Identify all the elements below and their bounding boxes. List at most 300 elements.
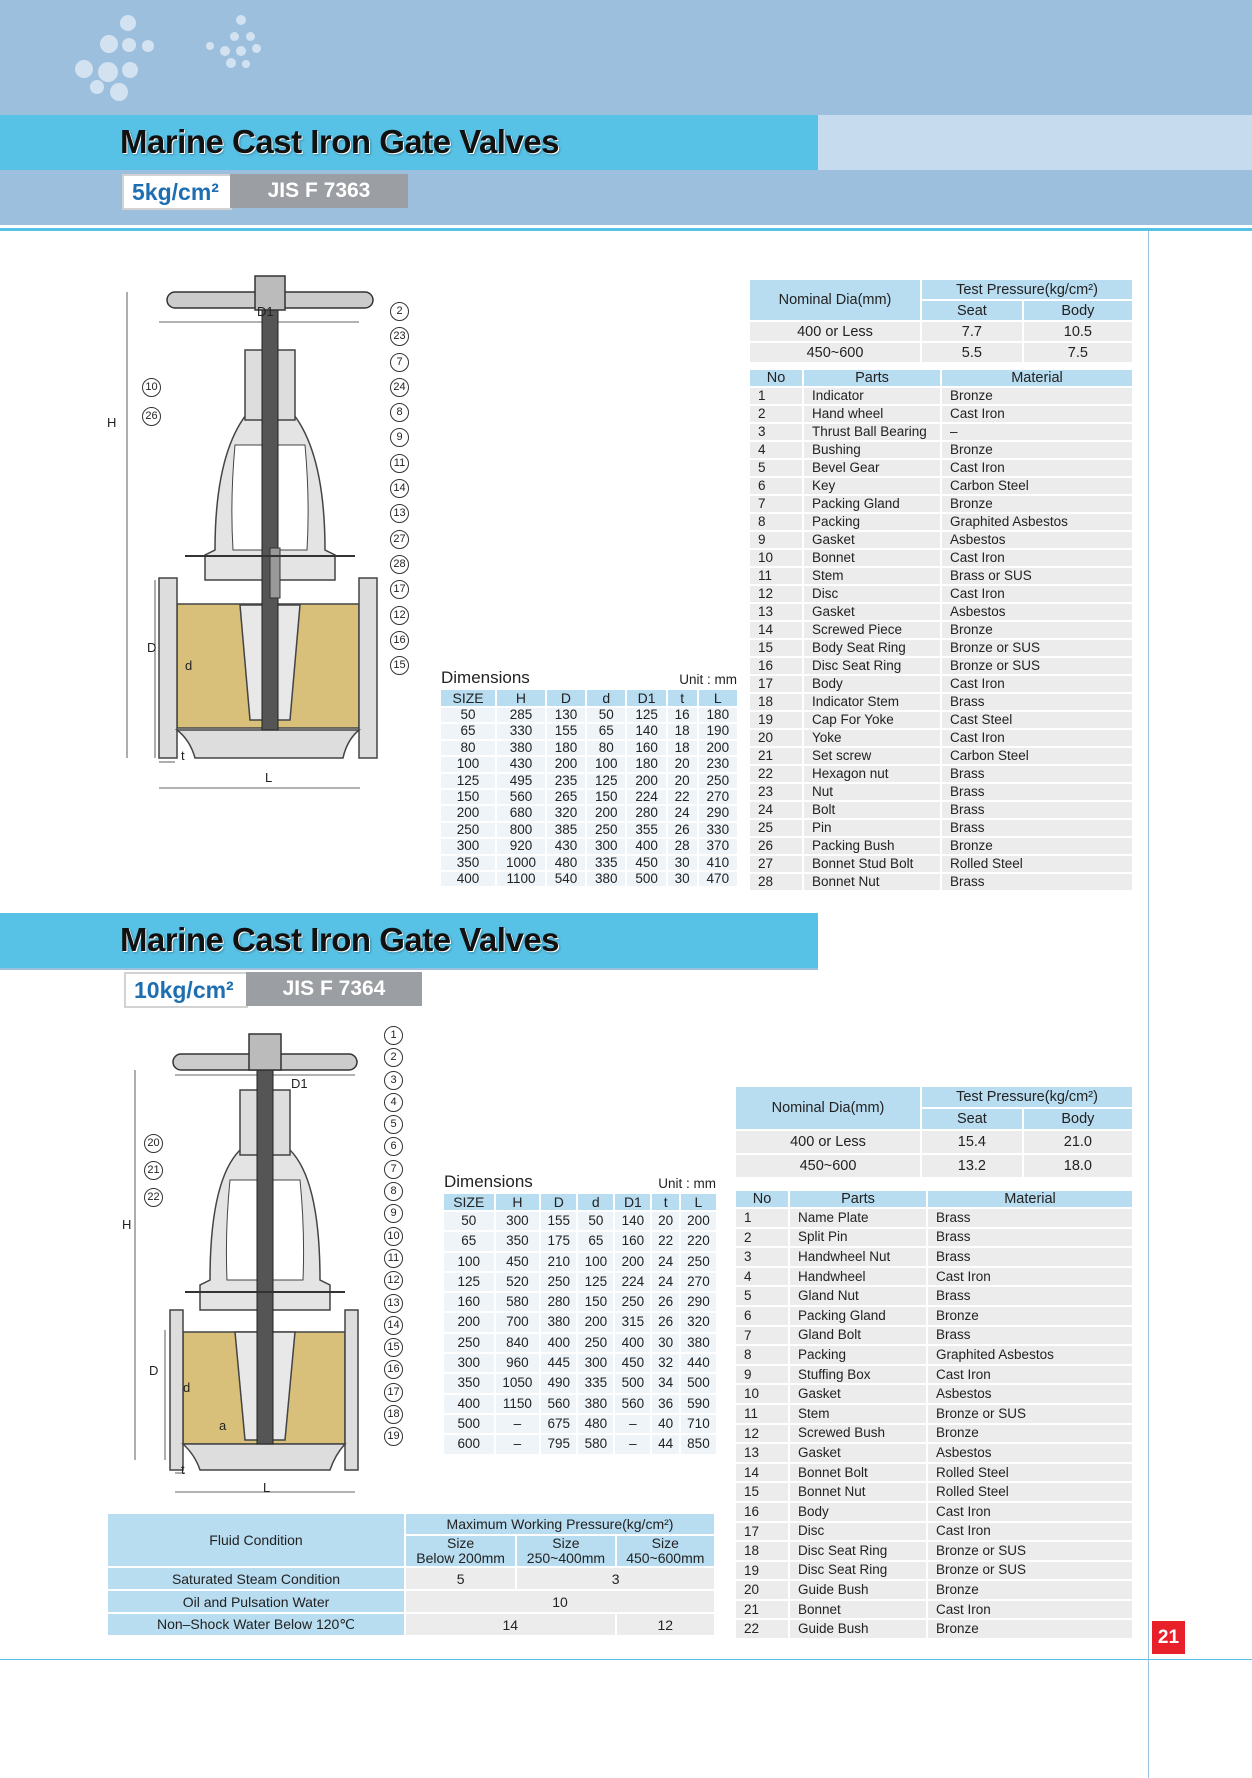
col-body: Body bbox=[1024, 1109, 1132, 1129]
dim-cell: 265 bbox=[547, 790, 585, 804]
dim-cell: 300 bbox=[578, 1354, 613, 1372]
dim-cell: 385 bbox=[547, 823, 585, 837]
dim-cell: 125 bbox=[627, 708, 665, 722]
table-row bbox=[736, 1503, 1132, 1521]
col-mwp: Maximum Working Pressure(kg/cm²) bbox=[406, 1514, 714, 1534]
cell-part: Bushing bbox=[804, 442, 940, 458]
dim-cell: 250 bbox=[578, 1334, 613, 1352]
cell-no: 13 bbox=[750, 604, 802, 620]
cell-seat: 15.4 bbox=[922, 1131, 1022, 1153]
cell-part: Set screw bbox=[804, 748, 940, 764]
dim-cell: 1150 bbox=[496, 1395, 540, 1413]
cell-material: Bronze bbox=[942, 496, 1132, 512]
dim-cell: 400 bbox=[627, 839, 665, 853]
section2-standard-badge: JIS F 7364 bbox=[246, 972, 422, 1006]
cell-no: 19 bbox=[750, 712, 802, 728]
callout-marker: 7 bbox=[390, 353, 409, 372]
table-row bbox=[750, 658, 1132, 674]
dim-cell: 30 bbox=[668, 856, 697, 870]
cell-no: 24 bbox=[750, 802, 802, 818]
dim-cell: 280 bbox=[627, 806, 665, 820]
cell-material: Bronze bbox=[928, 1620, 1132, 1638]
cell-no: 27 bbox=[750, 856, 802, 872]
cell-dia: 450~600 bbox=[736, 1155, 920, 1177]
dim-cell: 30 bbox=[652, 1334, 678, 1352]
cell-material: Cast Iron bbox=[928, 1366, 1132, 1384]
cell-part: Indicator bbox=[804, 388, 940, 404]
dim-cell: 155 bbox=[541, 1212, 576, 1230]
dim-cell: 200 bbox=[578, 1313, 613, 1331]
cell-part: Bevel Gear bbox=[804, 460, 940, 476]
dim-cell: 250 bbox=[541, 1273, 576, 1291]
cell-part: Key bbox=[804, 478, 940, 494]
dim-cell: 800 bbox=[497, 823, 545, 837]
cell-no: 6 bbox=[750, 478, 802, 494]
dim-cell: 20 bbox=[668, 757, 697, 771]
dim-cell: 28 bbox=[668, 839, 697, 853]
section1-title-right bbox=[818, 115, 1252, 170]
table-row bbox=[750, 802, 1132, 818]
dim-cell: 380 bbox=[587, 872, 625, 886]
section1-rule bbox=[0, 228, 1252, 231]
cell-no: 4 bbox=[750, 442, 802, 458]
table-row bbox=[750, 694, 1132, 710]
label-L: L bbox=[265, 770, 273, 785]
table-row bbox=[441, 806, 737, 820]
table-row bbox=[736, 1385, 1132, 1403]
dim-cell: 125 bbox=[441, 774, 495, 788]
dim-cell: 22 bbox=[652, 1232, 678, 1250]
dim-cell: 380 bbox=[681, 1334, 716, 1352]
label-d: d bbox=[183, 1380, 191, 1395]
cell-material: – bbox=[942, 424, 1132, 440]
cell-material: Bronze or SUS bbox=[942, 658, 1132, 674]
dim-cell: 330 bbox=[497, 724, 545, 738]
dim-cell: 50 bbox=[441, 708, 495, 722]
dim-cell: 224 bbox=[615, 1273, 650, 1291]
label-D1: D1 bbox=[257, 304, 274, 319]
table-row bbox=[750, 640, 1132, 656]
dim-header: SIZE bbox=[441, 690, 495, 706]
cell-material: Graphited Asbestos bbox=[928, 1346, 1132, 1364]
cell-part: Bonnet bbox=[790, 1601, 926, 1619]
dim-cell: 445 bbox=[541, 1354, 576, 1372]
section1-parts bbox=[748, 368, 1134, 892]
callout-marker: 2 bbox=[390, 302, 409, 321]
cell-part: Disc Seat Ring bbox=[790, 1542, 926, 1560]
cell-material: Cast Iron bbox=[928, 1268, 1132, 1286]
col-test: Test Pressure(kg/cm²) bbox=[922, 280, 1132, 299]
dim-cell: 26 bbox=[652, 1293, 678, 1311]
dim-cell: 180 bbox=[627, 757, 665, 771]
label-L: L bbox=[263, 1480, 271, 1495]
cell-part: Screwed Piece bbox=[804, 622, 940, 638]
dim-cell: 1100 bbox=[497, 872, 545, 886]
callout-marker: 28 bbox=[390, 555, 409, 574]
dim-cell: 24 bbox=[652, 1253, 678, 1271]
dim-header: H bbox=[496, 1194, 540, 1210]
dim-cell: – bbox=[496, 1435, 540, 1453]
dim-cell: 400 bbox=[615, 1334, 650, 1352]
dim-cell: 210 bbox=[541, 1253, 576, 1271]
callout-marker: 27 bbox=[390, 530, 409, 549]
dim-cell: 65 bbox=[441, 724, 495, 738]
cell-material: Brass bbox=[942, 766, 1132, 782]
table-row bbox=[750, 820, 1132, 836]
right-margin-rule bbox=[1148, 231, 1149, 1778]
table-row bbox=[750, 604, 1132, 620]
dim-cell: 300 bbox=[587, 839, 625, 853]
dim-cell: 175 bbox=[541, 1232, 576, 1250]
dim-cell: 500 bbox=[444, 1415, 494, 1433]
cell-condition: Saturated Steam Condition bbox=[108, 1568, 404, 1589]
cell-no: 17 bbox=[750, 676, 802, 692]
dim-cell: 500 bbox=[615, 1374, 650, 1392]
cell-no: 18 bbox=[736, 1542, 788, 1560]
cell-no: 3 bbox=[750, 424, 802, 440]
dimensions-title: Dimensions bbox=[441, 668, 530, 687]
dim-cell: 480 bbox=[578, 1415, 613, 1433]
cell-material: Bronze or SUS bbox=[928, 1405, 1132, 1423]
table-row bbox=[736, 1425, 1132, 1443]
col-parts: Parts bbox=[790, 1191, 926, 1207]
dim-cell: 430 bbox=[497, 757, 545, 771]
dim-cell: 520 bbox=[496, 1273, 540, 1291]
dim-cell: 100 bbox=[587, 757, 625, 771]
dim-cell: 130 bbox=[547, 708, 585, 722]
cell-no: 2 bbox=[736, 1229, 788, 1247]
callout-marker: 14 bbox=[384, 1316, 403, 1335]
section2-title-underline bbox=[0, 968, 818, 970]
dim-cell: 590 bbox=[681, 1395, 716, 1413]
dim-header: L bbox=[699, 690, 737, 706]
table-row bbox=[444, 1212, 716, 1230]
cell-part: Disc bbox=[790, 1523, 926, 1541]
dim-header: d bbox=[587, 690, 625, 706]
table-row bbox=[750, 514, 1132, 530]
cell-material: Rolled Steel bbox=[928, 1464, 1132, 1482]
dim-cell: 16 bbox=[668, 708, 697, 722]
cell-body: 18.0 bbox=[1024, 1155, 1132, 1177]
cell-part: Indicator Stem bbox=[804, 694, 940, 710]
cell-part: Bonnet Nut bbox=[804, 874, 940, 890]
dim-cell: 370 bbox=[699, 839, 737, 853]
dim-cell: 20 bbox=[652, 1212, 678, 1230]
dim-cell: 400 bbox=[441, 872, 495, 886]
cell-part: Split Pin bbox=[790, 1229, 926, 1247]
table-row bbox=[736, 1366, 1132, 1384]
cell-no: 7 bbox=[750, 496, 802, 512]
dim-cell: 100 bbox=[441, 757, 495, 771]
dim-cell: 65 bbox=[578, 1232, 613, 1250]
cell-no: 1 bbox=[750, 388, 802, 404]
cell-no: 15 bbox=[736, 1483, 788, 1501]
cell-no: 10 bbox=[736, 1385, 788, 1403]
dim-cell: 50 bbox=[578, 1212, 613, 1230]
dim-cell: 230 bbox=[699, 757, 737, 771]
table-row bbox=[444, 1415, 716, 1433]
dim-cell: 22 bbox=[668, 790, 697, 804]
callout-marker: 13 bbox=[390, 504, 409, 523]
dim-cell: 150 bbox=[587, 790, 625, 804]
cell-no: 11 bbox=[750, 568, 802, 584]
dim-cell: 920 bbox=[497, 839, 545, 853]
dim-cell: 280 bbox=[541, 1293, 576, 1311]
table-row bbox=[750, 322, 1132, 341]
cell-part: Yoke bbox=[804, 730, 940, 746]
cell-material: Bronze bbox=[942, 388, 1132, 404]
label-D1: D1 bbox=[291, 1076, 308, 1091]
dim-cell: 30 bbox=[668, 872, 697, 886]
cell-material: Brass bbox=[928, 1229, 1132, 1247]
cell-material: Brass bbox=[942, 784, 1132, 800]
cell-part: Gasket bbox=[804, 604, 940, 620]
dim-cell: 450 bbox=[627, 856, 665, 870]
cell-material: Graphited Asbestos bbox=[942, 514, 1132, 530]
dim-cell: 470 bbox=[699, 872, 737, 886]
dim-cell: 26 bbox=[652, 1313, 678, 1331]
section2-callouts-right bbox=[384, 1026, 408, 1450]
cell-no: 26 bbox=[750, 838, 802, 854]
cell-material: Bronze bbox=[928, 1425, 1132, 1443]
callout-marker: 15 bbox=[384, 1338, 403, 1357]
table-row bbox=[750, 460, 1132, 476]
dim-cell: 300 bbox=[444, 1354, 494, 1372]
cell-body: 10.5 bbox=[1024, 322, 1132, 341]
cell-material: Cast Iron bbox=[928, 1503, 1132, 1521]
table-row bbox=[750, 784, 1132, 800]
cell-material: Cast Iron bbox=[942, 460, 1132, 476]
dim-cell: 350 bbox=[441, 856, 495, 870]
label-t: t bbox=[181, 1462, 185, 1477]
dimensions-unit: Unit : mm bbox=[679, 672, 737, 687]
cell-material: Brass bbox=[928, 1327, 1132, 1345]
cell-part: Body bbox=[804, 676, 940, 692]
dim-cell: 200 bbox=[444, 1313, 494, 1331]
cell-part: Nut bbox=[804, 784, 940, 800]
dim-cell: 500 bbox=[681, 1374, 716, 1392]
section2-valve-diagram bbox=[115, 1030, 415, 1500]
dim-header: d bbox=[578, 1194, 613, 1210]
cell-part: Body Seat Ring bbox=[804, 640, 940, 656]
callout-marker: 15 bbox=[390, 656, 409, 675]
table-row bbox=[736, 1287, 1132, 1305]
callout-marker: 10 bbox=[142, 378, 161, 397]
cell-part: Gasket bbox=[804, 532, 940, 548]
dim-cell: 1000 bbox=[497, 856, 545, 870]
table-row bbox=[444, 1374, 716, 1392]
table-row bbox=[750, 442, 1132, 458]
col-no: No bbox=[736, 1191, 788, 1207]
table-row bbox=[736, 1483, 1132, 1501]
col-body: Body bbox=[1024, 301, 1132, 320]
dim-cell: 560 bbox=[497, 790, 545, 804]
table-row bbox=[441, 774, 737, 788]
table-row bbox=[736, 1620, 1132, 1638]
dim-cell: 180 bbox=[699, 708, 737, 722]
label-t: t bbox=[181, 748, 185, 763]
dim-cell: 250 bbox=[441, 823, 495, 837]
callout-marker: 19 bbox=[384, 1427, 403, 1446]
section1-standard-badge: JIS F 7363 bbox=[230, 174, 408, 208]
dim-cell: 850 bbox=[681, 1435, 716, 1453]
cell-no: 15 bbox=[750, 640, 802, 656]
dim-cell: 125 bbox=[587, 774, 625, 788]
dim-cell: 20 bbox=[668, 774, 697, 788]
section2-parts-table bbox=[734, 1189, 1134, 1640]
cell-part: Packing Gland bbox=[790, 1307, 926, 1325]
table-row bbox=[750, 676, 1132, 692]
cell-no: 11 bbox=[736, 1405, 788, 1423]
dim-cell: 160 bbox=[444, 1293, 494, 1311]
dim-cell: 36 bbox=[652, 1395, 678, 1413]
dim-cell: 18 bbox=[668, 724, 697, 738]
cell-dia: 400 or Less bbox=[736, 1131, 920, 1153]
cell-value: 10 bbox=[406, 1591, 714, 1612]
fluid-condition bbox=[106, 1512, 716, 1637]
col-seat: Seat bbox=[922, 301, 1022, 320]
cell-part: Packing bbox=[804, 514, 940, 530]
dim-cell: 65 bbox=[587, 724, 625, 738]
cell-material: Cast Iron bbox=[942, 550, 1132, 566]
fluid-condition-table bbox=[106, 1512, 716, 1637]
dim-cell: 350 bbox=[444, 1374, 494, 1392]
dimensions-title: Dimensions bbox=[444, 1172, 533, 1191]
cell-material: Brass bbox=[942, 874, 1132, 890]
dim-cell: 235 bbox=[547, 774, 585, 788]
dim-cell: 320 bbox=[681, 1313, 716, 1331]
table-row bbox=[441, 790, 737, 804]
table-row bbox=[736, 1464, 1132, 1482]
dim-cell: 300 bbox=[441, 839, 495, 853]
dim-cell: – bbox=[615, 1415, 650, 1433]
cell-material: Cast Iron bbox=[928, 1601, 1132, 1619]
callout-marker: 7 bbox=[384, 1160, 403, 1179]
cell-part: Guide Bush bbox=[790, 1581, 926, 1599]
dim-cell: 250 bbox=[615, 1293, 650, 1311]
cell-no: 9 bbox=[736, 1366, 788, 1384]
table-row bbox=[736, 1268, 1132, 1286]
table-row bbox=[441, 757, 737, 771]
section1-test-pressure-table bbox=[748, 278, 1134, 364]
dim-cell: 350 bbox=[496, 1232, 540, 1250]
cell-material: Rolled Steel bbox=[942, 856, 1132, 872]
callout-marker: 9 bbox=[390, 428, 409, 447]
cell-no: 9 bbox=[750, 532, 802, 548]
cell-condition: Non–Shock Water Below 120℃ bbox=[108, 1614, 404, 1635]
cell-value: 3 bbox=[517, 1568, 714, 1589]
table-row bbox=[750, 478, 1132, 494]
table-row bbox=[736, 1327, 1132, 1345]
dim-cell: 410 bbox=[699, 856, 737, 870]
table-row bbox=[441, 741, 737, 755]
dim-header: H bbox=[497, 690, 545, 706]
dim-header: L bbox=[681, 1194, 716, 1210]
dim-cell: 200 bbox=[699, 741, 737, 755]
table-row bbox=[750, 343, 1132, 362]
dim-cell: 200 bbox=[547, 757, 585, 771]
callout-marker: 8 bbox=[390, 403, 409, 422]
dim-cell: 200 bbox=[441, 806, 495, 820]
cell-part: Bolt bbox=[804, 802, 940, 818]
dim-cell: 140 bbox=[615, 1212, 650, 1230]
dim-cell: 430 bbox=[547, 839, 585, 853]
cell-part: Packing Gland bbox=[804, 496, 940, 512]
cell-no: 16 bbox=[750, 658, 802, 674]
cell-material: Cast Steel bbox=[942, 712, 1132, 728]
cell-material: Bronze bbox=[942, 442, 1132, 458]
dim-cell: 1050 bbox=[496, 1374, 540, 1392]
col-parts: Parts bbox=[804, 370, 940, 386]
dim-cell: 224 bbox=[627, 790, 665, 804]
dim-cell: 80 bbox=[587, 741, 625, 755]
dim-cell: 100 bbox=[578, 1253, 613, 1271]
section1-title: Marine Cast Iron Gate Valves bbox=[120, 123, 560, 160]
cell-no: 14 bbox=[750, 622, 802, 638]
cell-body: 21.0 bbox=[1024, 1131, 1132, 1153]
callout-marker: 12 bbox=[384, 1271, 403, 1290]
table-row bbox=[441, 708, 737, 722]
label-H: H bbox=[107, 415, 117, 430]
dim-cell: 795 bbox=[541, 1435, 576, 1453]
table-row bbox=[736, 1523, 1132, 1541]
table-row bbox=[444, 1354, 716, 1372]
callout-marker: 23 bbox=[390, 327, 409, 346]
cell-no: 28 bbox=[750, 874, 802, 890]
dim-cell: 50 bbox=[444, 1212, 494, 1230]
col-condition: Fluid Condition bbox=[108, 1514, 404, 1566]
cell-no: 13 bbox=[736, 1444, 788, 1462]
cell-material: Cast Iron bbox=[942, 406, 1132, 422]
callout-marker: 12 bbox=[390, 606, 409, 625]
dim-cell: 840 bbox=[496, 1334, 540, 1352]
cell-material: Bronze bbox=[928, 1581, 1132, 1599]
dim-cell: 160 bbox=[615, 1232, 650, 1250]
cell-no: 25 bbox=[750, 820, 802, 836]
dim-cell: 155 bbox=[547, 724, 585, 738]
dim-cell: 200 bbox=[627, 774, 665, 788]
dim-cell: 700 bbox=[496, 1313, 540, 1331]
table-row bbox=[750, 766, 1132, 782]
table-row bbox=[736, 1209, 1132, 1227]
dim-cell: 26 bbox=[668, 823, 697, 837]
table-row bbox=[750, 586, 1132, 602]
col-no: No bbox=[750, 370, 802, 386]
dim-cell: 560 bbox=[541, 1395, 576, 1413]
cell-part: Body bbox=[790, 1503, 926, 1521]
dim-cell: 960 bbox=[496, 1354, 540, 1372]
section2-title: Marine Cast Iron Gate Valves bbox=[120, 921, 560, 958]
dim-header: D bbox=[547, 690, 585, 706]
col-seat: Seat bbox=[922, 1109, 1022, 1129]
dim-cell: 40 bbox=[652, 1415, 678, 1433]
callout-marker: 6 bbox=[384, 1137, 403, 1156]
dim-cell: 580 bbox=[578, 1435, 613, 1453]
label-d: d bbox=[185, 658, 193, 673]
section1-title-bar bbox=[0, 115, 818, 170]
table-row bbox=[444, 1293, 716, 1311]
section2-callouts-left bbox=[144, 1134, 168, 1215]
footer-rule bbox=[0, 1659, 1252, 1660]
cell-material: Asbestos bbox=[942, 604, 1132, 620]
cell-no: 20 bbox=[750, 730, 802, 746]
cell-no: 21 bbox=[736, 1601, 788, 1619]
table-row bbox=[736, 1601, 1132, 1619]
dim-cell: 65 bbox=[444, 1232, 494, 1250]
dim-cell: 710 bbox=[681, 1415, 716, 1433]
cell-material: Brass bbox=[942, 802, 1132, 818]
dim-cell: 580 bbox=[496, 1293, 540, 1311]
